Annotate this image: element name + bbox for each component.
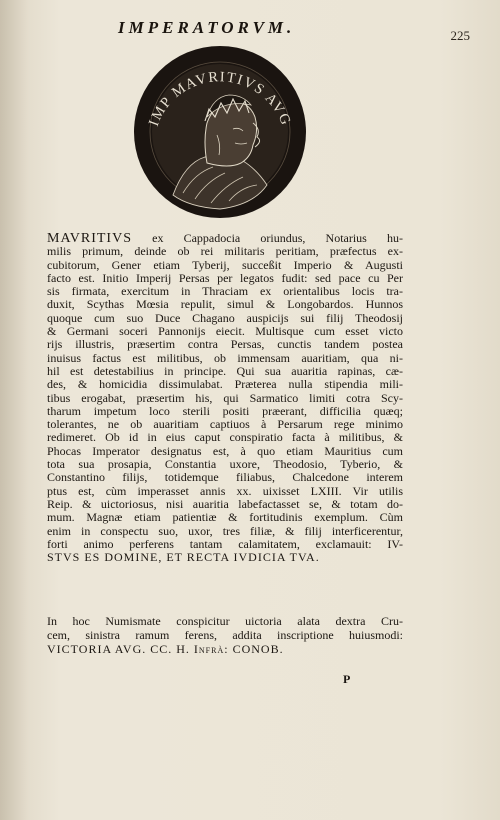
text-line: hil est detestabilius in principe. Qui sua auaritia rapinas, cæ- [47, 363, 403, 378]
text-line: Constantino filijs, totidemque filiabus, Chalcedone interem [47, 470, 403, 485]
coin-legend: IMP MAVRITIVS AVG [145, 69, 295, 129]
text-line: rijs illustris, præsertim contra Persas, cunctis tandem postea [47, 337, 403, 352]
coin-portrait-image [133, 45, 307, 219]
text-line: milis primum, deinde ob rei militaris peritiam, præfectus ex- [47, 244, 403, 259]
text-line: mum. Magnæ etiam patientiæ & fortitudinis exemplum. Cùm [47, 510, 403, 525]
text-line: MAVRITIVS ex Cappadocia oriundus, Notarius hu- [47, 231, 403, 246]
text-line: cubitorum, Gener etiam Tyberij, succeßit Imperio & Augusti [47, 257, 403, 272]
text-line: & Germani soceri Pannonijs eiecit. Multisque cum esset victo [47, 324, 403, 339]
text-line: tibus erogabat, præsertim his, qui Sarmatico limiti cotra Scy- [47, 390, 403, 405]
text-line: inuisus factus est militibus, ob immensam auaritiam, qua ni- [47, 350, 403, 365]
emperor-name: MAVRITIVS [47, 231, 132, 246]
text-line: quoque cum suo Duce Chagano auspicijs sui filij Theodosij [47, 310, 403, 325]
text-line: Reip. & uictoriosus, nisi auaritia labefactasset se, & totam do- [47, 496, 403, 511]
text-line: facto est. Initio Imperij Persas per legatos fudit: sed pace cu Per [47, 270, 403, 285]
text-line: duxit, Scythas Mœsia repulit, simul & Longobardos. Hunnos [47, 297, 403, 312]
text-line: des, & homicidia dissimulabat. Præterea nulla stipendia mili- [47, 377, 403, 392]
text-line: tolerantes, ne ob auaritiam captiuos à Persarum rege minimo [47, 417, 403, 432]
coin-inscription: VICTORIA AVG. CC. H. Infrà: CONOB. [47, 642, 284, 656]
text-line: tharum impetum loco sterili positi præerant, difficilia quæq; [47, 403, 403, 418]
text-line: forti animo perferens tantam calamitatem, exclamauit: IV- [47, 536, 403, 551]
running-head: IMPERATORVM. [118, 18, 296, 37]
page-number: 225 [450, 28, 470, 43]
text-line: redimeret. Ob id in eius caput conspiratio facta à militibus, & [47, 430, 403, 445]
text-line: enim in conspectu suo, uxor, tres filiæ, & filij interficerentur, [47, 523, 403, 538]
signature-mark: P [343, 672, 351, 686]
text-line: cem, sinistra ramum ferens, addita inscriptione huiusmodi: [47, 628, 403, 642]
biography-text [47, 232, 403, 564]
text-line: ptus est, cùm imperasset annis xx. uixisset LXIII. Vir utilis [47, 483, 403, 498]
text-line: tota sua prosapia, Constantia uxore, Theodosio, Tyberio, & [47, 457, 403, 472]
closing-quote: STVS ES DOMINE, ET RECTA IVDICIA TVA. [47, 550, 320, 565]
text-line: sis firmata, exercitum in Thraciam ex orientalibus locis tra- [47, 284, 403, 299]
text-line: In hoc Numismate conspicitur uictoria alata dextra Cru- [47, 614, 403, 628]
text-line: Phocas Imperator designatus est, à quo etiam Mauritius cum [47, 443, 403, 458]
coin-description [47, 614, 403, 656]
